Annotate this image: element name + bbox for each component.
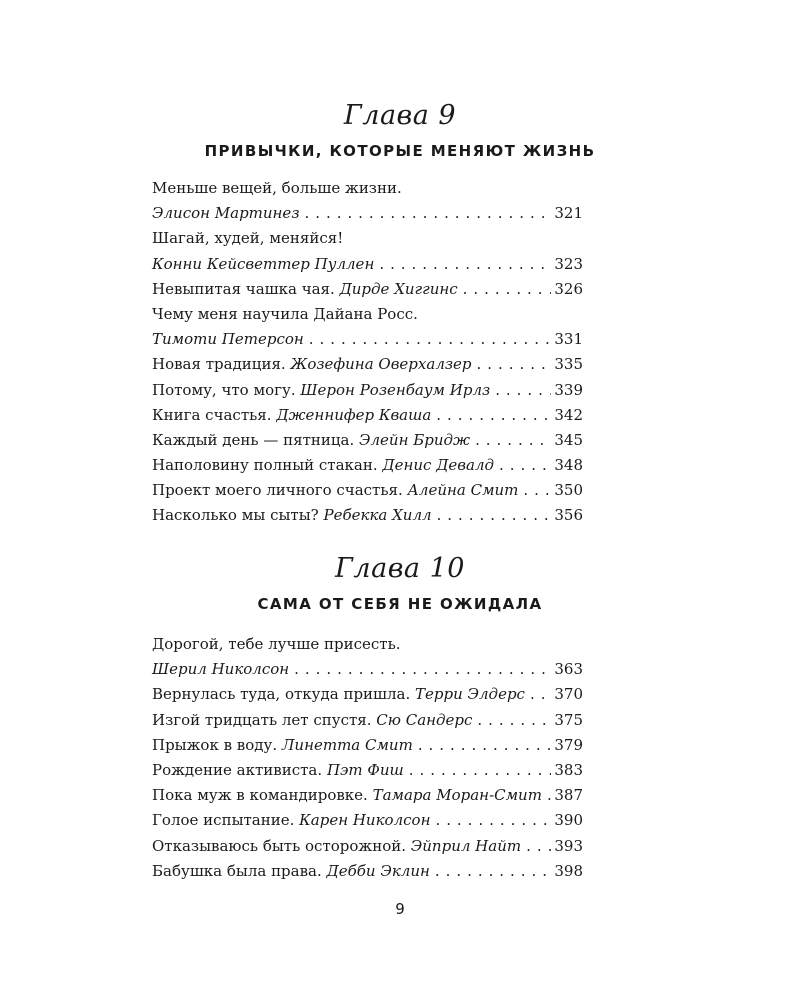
entry-author: Жозефина Оверхалзер — [290, 355, 472, 374]
toc-entry — [152, 708, 583, 733]
entry-page: 323 — [554, 254, 583, 273]
entry-author: Ребекка Хилл — [323, 506, 432, 525]
entry-title: Новая традиция. — [152, 355, 286, 374]
dot-leader — [305, 201, 552, 226]
entry-author: Карен Николсон — [299, 811, 431, 830]
toc-entry — [152, 428, 583, 453]
entry-title: Бабушка была права. — [152, 861, 322, 880]
toc-entry — [152, 277, 583, 302]
entry-page: 393 — [554, 836, 583, 855]
chapter-9-heading — [0, 100, 800, 161]
entry-text — [152, 632, 401, 657]
entry-author: Алейна Смит — [407, 481, 519, 500]
entry-author: Дженнифер Кваша — [276, 405, 432, 424]
dot-leader — [477, 708, 551, 733]
entry-page: 398 — [554, 861, 583, 880]
entry-author: Шерил Николсон — [152, 660, 290, 679]
entry-title: Рождение активиста. — [152, 760, 323, 779]
entry-title: Меньше вещей, больше жизни. — [152, 179, 402, 197]
dot-leader — [435, 859, 551, 884]
entry-title: Вернулась туда, откуда пришла. — [152, 685, 411, 704]
entry-text — [152, 783, 542, 808]
toc-entry — [152, 252, 583, 277]
entry-author: Сю Сандерс — [376, 710, 473, 729]
chapter-10-heading — [0, 553, 800, 614]
entry-title: Наполовину полный стакан. — [152, 456, 378, 475]
chapter-label: Глава 10 — [335, 553, 465, 584]
entry-title: Изгой тридцать лет спустя. — [152, 710, 372, 729]
entry-text — [152, 352, 472, 377]
entry-text — [152, 302, 418, 327]
toc-entry — [152, 632, 583, 657]
dot-leader — [547, 783, 551, 808]
dot-leader — [523, 478, 551, 503]
chapter-10-contents — [152, 632, 583, 884]
entry-text — [152, 403, 431, 428]
entry-page: 342 — [554, 405, 583, 424]
toc-entry — [152, 403, 583, 428]
dot-leader — [530, 682, 551, 707]
entry-title: Проект моего личного счастья. — [152, 481, 403, 500]
chapter-label: Глава 9 — [343, 100, 457, 131]
entry-text — [152, 453, 494, 478]
entry-text — [152, 252, 374, 277]
entry-page: 375 — [554, 710, 583, 729]
entry-page: 363 — [554, 660, 583, 679]
entry-page: 356 — [554, 506, 583, 525]
entry-author: Денис Девалд — [382, 456, 495, 475]
entry-title: Насколько мы сыты? — [152, 506, 319, 525]
toc-entry — [152, 352, 583, 377]
entry-author: Тимоти Петерсон — [152, 330, 304, 349]
toc-entry — [152, 453, 583, 478]
entry-text — [152, 733, 413, 758]
dot-leader — [495, 378, 551, 403]
toc-entry — [152, 201, 583, 226]
entry-page: 331 — [554, 330, 583, 349]
entry-text — [152, 808, 430, 833]
toc-entry — [152, 783, 583, 808]
entry-title: Голое испытание. — [152, 811, 295, 830]
entry-page: 387 — [554, 786, 583, 805]
entry-title: Пока муж в командировке. — [152, 786, 368, 805]
dot-leader — [499, 453, 551, 478]
entry-author: Линетта Смит — [281, 735, 413, 754]
chapter-title: ПРИВЫЧКИ, КОТОРЫЕ МЕНЯЮТ ЖИЗНЬ — [204, 142, 596, 160]
entry-text — [152, 277, 458, 302]
entry-text — [152, 428, 470, 453]
toc-entry — [152, 682, 583, 707]
toc-entry — [152, 834, 583, 859]
entry-text — [152, 503, 432, 528]
entry-title: Каждый день — пятница. — [152, 430, 355, 449]
entry-page: 370 — [554, 685, 583, 704]
entry-text — [152, 758, 404, 783]
entry-author: Элейн Бридж — [359, 430, 471, 449]
toc-entry — [152, 176, 583, 201]
dot-leader — [475, 428, 551, 453]
dot-leader — [379, 252, 551, 277]
toc-entry — [152, 327, 583, 352]
entry-text — [152, 859, 430, 884]
entry-page: 379 — [554, 735, 583, 754]
entry-title: Невыпитая чашка чая. — [152, 279, 335, 298]
dot-leader — [526, 834, 551, 859]
toc-entry — [152, 859, 583, 884]
entry-text — [152, 176, 402, 201]
entry-page: 335 — [554, 355, 583, 374]
entry-text — [152, 327, 304, 352]
chapter-title: САМА ОТ СЕБЯ НЕ ОЖИДАЛА — [257, 595, 543, 613]
entry-page: 348 — [554, 456, 583, 475]
entry-page: 339 — [554, 380, 583, 399]
entry-author: Дирде Хиггинс — [339, 279, 458, 298]
entry-author: Терри Элдерс — [415, 685, 525, 704]
entry-title: Отказываюсь быть осторожной. — [152, 836, 407, 855]
entry-page: 350 — [554, 481, 583, 500]
entry-title: Книга счастья. — [152, 405, 272, 424]
entry-author: Дебби Эклин — [326, 861, 430, 880]
toc-entry — [152, 226, 583, 251]
toc-entry — [152, 503, 583, 528]
toc-entry — [152, 733, 583, 758]
entry-author: Шерон Розенбаум Ирлз — [300, 380, 491, 399]
entry-title: Дорогой, тебе лучше присесть. — [152, 635, 401, 653]
toc-entry — [152, 808, 583, 833]
entry-page: 326 — [554, 279, 583, 298]
dot-leader — [477, 352, 552, 377]
toc-entry — [152, 302, 583, 327]
dot-leader — [309, 327, 552, 352]
toc-entry — [152, 378, 583, 403]
entry-text — [152, 682, 525, 707]
entry-page: 383 — [554, 760, 583, 779]
entry-author: Пэт Фиш — [326, 760, 404, 779]
dot-leader — [435, 808, 551, 833]
entry-page: 321 — [554, 204, 583, 223]
toc-entry — [152, 478, 583, 503]
entry-author: Элисон Мартинез — [152, 204, 300, 223]
entry-title: Потому, что могу. — [152, 380, 296, 399]
toc-entry — [152, 657, 583, 682]
dot-leader — [463, 277, 552, 302]
dot-leader — [437, 503, 552, 528]
dot-leader — [418, 733, 552, 758]
page-number: 9 — [395, 900, 405, 918]
entry-text — [152, 201, 300, 226]
entry-author: Эйприл Найт — [410, 836, 522, 855]
entry-author: Конни Кейсветтер Пуллен — [152, 254, 375, 273]
entry-page: 345 — [554, 430, 583, 449]
entry-text — [152, 708, 472, 733]
entry-text — [152, 226, 343, 251]
entry-text — [152, 657, 289, 682]
toc-entry — [152, 758, 583, 783]
dot-leader — [409, 758, 552, 783]
entry-text — [152, 378, 490, 403]
entry-text — [152, 478, 518, 503]
dot-leader — [436, 403, 551, 428]
entry-title: Прыжок в воду. — [152, 735, 278, 754]
entry-title: Чему меня научила Дайана Росс. — [152, 304, 418, 323]
entry-text — [152, 834, 521, 859]
dot-leader — [294, 657, 551, 682]
entry-page: 390 — [554, 811, 583, 830]
entry-author: Тамара Моран-Смит — [372, 786, 542, 805]
entry-title: Шагай, худей, меняйся! — [152, 229, 344, 248]
chapter-9-contents — [152, 176, 583, 529]
